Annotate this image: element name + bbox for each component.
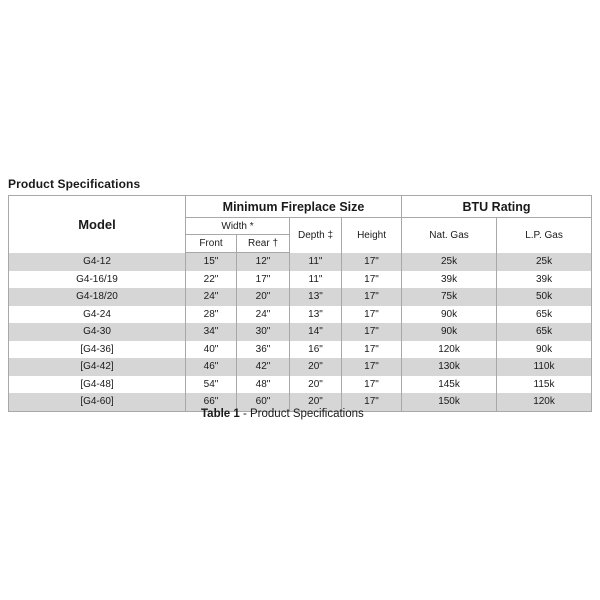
cell-rear: 48" (237, 376, 290, 394)
header-btu-rating: BTU Rating (402, 196, 592, 218)
cell-rear: 20" (237, 288, 290, 306)
cell-height: 17" (342, 271, 402, 289)
cell-height: 17" (342, 323, 402, 341)
table-row (9, 358, 592, 376)
cell-front: 34" (186, 323, 237, 341)
cell-front: 46" (186, 358, 237, 376)
cell-model: [G4-60] (9, 393, 186, 411)
cell-model: G4-16/19 (9, 271, 186, 289)
cell-height: 17" (342, 341, 402, 359)
table-row (9, 323, 592, 341)
cell-rear: 24" (237, 306, 290, 324)
caption-label: Table 1 (201, 408, 240, 420)
cell-nat-gas: 75k (402, 288, 497, 306)
cell-depth: 13" (290, 306, 342, 324)
cell-lp-gas: 120k (497, 393, 592, 411)
cell-model: G4-30 (9, 323, 186, 341)
cell-front: 40" (186, 341, 237, 359)
header-min-fireplace-size: Minimum Fireplace Size (186, 196, 402, 218)
cell-lp-gas: 110k (497, 358, 592, 376)
caption-text: - Product Specifications (239, 408, 364, 420)
cell-nat-gas: 130k (402, 358, 497, 376)
cell-depth: 20" (290, 393, 342, 411)
cell-nat-gas: 90k (402, 306, 497, 324)
cell-front: 54" (186, 376, 237, 394)
cell-nat-gas: 120k (402, 341, 497, 359)
cell-nat-gas: 90k (402, 323, 497, 341)
header-nat-gas: Nat. Gas (402, 218, 497, 253)
table-row (9, 288, 592, 306)
cell-height: 17" (342, 306, 402, 324)
cell-rear: 17" (237, 271, 290, 289)
cell-lp-gas: 65k (497, 306, 592, 324)
cell-height: 17" (342, 358, 402, 376)
cell-lp-gas: 90k (497, 341, 592, 359)
header-width: Width * (186, 218, 290, 235)
cell-lp-gas: 39k (497, 271, 592, 289)
header-front: Front (186, 235, 237, 253)
cell-height: 17" (342, 376, 402, 394)
cell-rear: 30" (237, 323, 290, 341)
cell-lp-gas: 65k (497, 323, 592, 341)
cell-depth: 20" (290, 358, 342, 376)
cell-nat-gas: 25k (402, 253, 497, 271)
cell-model: [G4-42] (9, 358, 186, 376)
header-height: Height (342, 218, 402, 253)
cell-front: 24" (186, 288, 237, 306)
cell-depth: 11" (290, 271, 342, 289)
cell-nat-gas: 150k (402, 393, 497, 411)
table-row (9, 271, 592, 289)
header-depth: Depth ‡ (290, 218, 342, 253)
cell-rear: 36" (237, 341, 290, 359)
cell-front: 22" (186, 271, 237, 289)
cell-model: G4-24 (9, 306, 186, 324)
section-title: Product Specifications (8, 177, 141, 191)
cell-depth: 14" (290, 323, 342, 341)
cell-model: G4-12 (9, 253, 186, 271)
cell-rear: 60" (237, 393, 290, 411)
cell-lp-gas: 50k (497, 288, 592, 306)
cell-model: [G4-48] (9, 376, 186, 394)
cell-depth: 11" (290, 253, 342, 271)
cell-depth: 20" (290, 376, 342, 394)
cell-depth: 13" (290, 288, 342, 306)
header-lp-gas: L.P. Gas (497, 218, 592, 253)
table-row (9, 341, 592, 359)
table-row (9, 306, 592, 324)
cell-depth: 16" (290, 341, 342, 359)
header-rear: Rear † (237, 235, 290, 253)
cell-lp-gas: 25k (497, 253, 592, 271)
cell-model: G4-18/20 (9, 288, 186, 306)
cell-front: 66" (186, 393, 237, 411)
cell-model: [G4-36] (9, 341, 186, 359)
table-row (9, 253, 592, 271)
cell-height: 17" (342, 288, 402, 306)
cell-lp-gas: 115k (497, 376, 592, 394)
cell-front: 15" (186, 253, 237, 271)
cell-nat-gas: 39k (402, 271, 497, 289)
table-row (9, 376, 592, 394)
cell-nat-gas: 145k (402, 376, 497, 394)
cell-front: 28" (186, 306, 237, 324)
table-caption (201, 408, 364, 420)
cell-height: 17" (342, 253, 402, 271)
cell-height: 17" (342, 393, 402, 411)
header-model: Model (9, 196, 186, 253)
cell-rear: 42" (237, 358, 290, 376)
specs-table (8, 195, 592, 412)
cell-rear: 12" (237, 253, 290, 271)
